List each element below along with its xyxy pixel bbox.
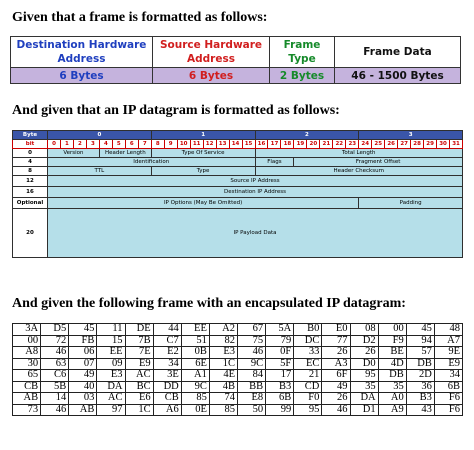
hex-byte: A9	[378, 404, 406, 416]
hex-byte: D2	[350, 335, 378, 347]
bit-number: 27	[398, 140, 411, 149]
frame-format-table	[10, 36, 461, 84]
field-source-ip: Source IP Address	[48, 176, 463, 187]
hex-byte: 6E	[181, 358, 209, 370]
hex-byte: 85	[181, 393, 209, 405]
hex-byte: A7	[434, 335, 462, 347]
hex-byte: EE	[181, 324, 209, 336]
hex-byte: 43	[406, 404, 434, 416]
hex-byte: C6	[41, 370, 69, 382]
hex-byte: 40	[69, 381, 97, 393]
frame-value-destination: 6 Bytes	[11, 68, 153, 84]
hex-byte: 75	[238, 335, 266, 347]
bit-number: 2	[73, 140, 86, 149]
bit-number: 17	[268, 140, 281, 149]
bit-number: 21	[320, 140, 333, 149]
hex-byte: B3	[406, 393, 434, 405]
hex-byte: 9E	[434, 347, 462, 359]
bit-number: 1	[60, 140, 73, 149]
hex-byte: 33	[294, 347, 322, 359]
hex-row	[13, 370, 463, 382]
hex-byte: A8	[13, 347, 41, 359]
hex-byte: 34	[434, 370, 462, 382]
hex-byte: 65	[13, 370, 41, 382]
hex-byte: 4B	[209, 381, 237, 393]
hex-row	[13, 381, 463, 393]
bit-number: 5	[112, 140, 125, 149]
hex-byte: 30	[13, 358, 41, 370]
hex-byte: 3A	[13, 324, 41, 336]
bit-number: 16	[255, 140, 268, 149]
frame-header-type: Frame Type	[270, 37, 335, 68]
hex-byte: A2	[209, 324, 237, 336]
hex-byte: 50	[238, 404, 266, 416]
hex-byte: 4D	[378, 358, 406, 370]
bit-number: 26	[385, 140, 398, 149]
hex-byte: A0	[378, 393, 406, 405]
hex-byte: 0E	[181, 404, 209, 416]
hex-byte: B3	[266, 381, 294, 393]
bit-number: 10	[177, 140, 190, 149]
hex-byte: 1C	[125, 404, 153, 416]
hex-byte: 06	[69, 347, 97, 359]
hex-byte: E8	[238, 393, 266, 405]
frame-header-destination: Destination Hardware Address	[11, 37, 153, 68]
hex-dump-table	[12, 323, 463, 416]
hex-byte: 6F	[322, 370, 350, 382]
hex-byte: 82	[209, 335, 237, 347]
hex-byte: 0F	[266, 347, 294, 359]
hex-byte: 07	[69, 358, 97, 370]
bit-number: 7	[138, 140, 151, 149]
row-offset-label: 20	[13, 209, 48, 258]
frame-header-source: Source Hardware Address	[153, 37, 270, 68]
hex-row	[13, 324, 463, 336]
hex-byte: 95	[294, 404, 322, 416]
hex-byte: 1C	[209, 358, 237, 370]
hex-byte: DB	[378, 370, 406, 382]
hex-byte: E3	[209, 347, 237, 359]
hex-byte: 11	[97, 324, 125, 336]
hex-byte: AC	[97, 393, 125, 405]
hex-byte: BB	[238, 381, 266, 393]
hex-byte: F6	[434, 393, 462, 405]
hex-byte: CB	[153, 393, 181, 405]
hex-byte: 14	[41, 393, 69, 405]
hex-byte: 7E	[125, 347, 153, 359]
field-fragment-offset: Fragment Offset	[294, 158, 463, 167]
hex-byte: 79	[266, 335, 294, 347]
bit-number: 30	[437, 140, 450, 149]
bit-number: 28	[411, 140, 424, 149]
bit-number: 6	[125, 140, 138, 149]
hex-byte: 57	[406, 347, 434, 359]
hex-row	[13, 393, 463, 405]
bit-number: 8	[151, 140, 164, 149]
hex-byte: D5	[41, 324, 69, 336]
frame-header-data: Frame Data	[335, 37, 461, 68]
bit-number: 18	[281, 140, 294, 149]
row-offset-label: 4	[13, 158, 48, 167]
hex-byte: DC	[294, 335, 322, 347]
hex-byte: 00	[13, 335, 41, 347]
hex-byte: DA	[350, 393, 378, 405]
field-ttl: TTL	[48, 167, 152, 176]
hex-byte: AB	[69, 404, 97, 416]
row-offset-label: 0	[13, 149, 48, 158]
hex-byte: E2	[153, 347, 181, 359]
bit-number: 4	[99, 140, 112, 149]
hex-byte: 44	[153, 324, 181, 336]
hex-byte: 7B	[125, 335, 153, 347]
hex-byte: BC	[125, 381, 153, 393]
hex-byte: 49	[322, 381, 350, 393]
bit-number: 3	[86, 140, 99, 149]
hex-byte: 77	[322, 335, 350, 347]
hex-byte: 35	[378, 381, 406, 393]
hex-byte: EC	[294, 358, 322, 370]
bit-number: 19	[294, 140, 307, 149]
hex-byte: F6	[434, 404, 462, 416]
hex-byte: AC	[125, 370, 153, 382]
field-destination-ip: Destination IP Address	[48, 187, 463, 198]
byte-label: Byte	[13, 131, 48, 140]
hex-byte: 15	[97, 335, 125, 347]
field-ip-payload: IP Payload Data	[48, 209, 463, 258]
field-padding: Padding	[359, 198, 463, 209]
field-ip-options: IP Options (May Be Omitted)	[48, 198, 359, 209]
bit-number: 29	[424, 140, 437, 149]
bit-number: 20	[307, 140, 320, 149]
hex-byte: 17	[266, 370, 294, 382]
hex-byte: DE	[125, 324, 153, 336]
byte-header: 2	[255, 131, 359, 140]
hex-byte: E9	[434, 358, 462, 370]
hex-byte: B0	[294, 324, 322, 336]
hex-byte: 4E	[209, 370, 237, 382]
hex-byte: 5B	[41, 381, 69, 393]
hex-byte: 45	[69, 324, 97, 336]
hex-byte: F0	[294, 393, 322, 405]
hex-byte: C7	[153, 335, 181, 347]
hex-byte: E6	[125, 393, 153, 405]
field-type-of-service: Type Of Service	[151, 149, 255, 158]
hex-byte: A1	[181, 370, 209, 382]
hex-byte: F9	[378, 335, 406, 347]
hex-byte: 26	[350, 347, 378, 359]
bit-number: 25	[372, 140, 385, 149]
row-offset-label: 12	[13, 176, 48, 187]
byte-header: 3	[359, 131, 463, 140]
hex-byte: E9	[125, 358, 153, 370]
hex-byte: 3E	[153, 370, 181, 382]
hex-byte: 9C	[181, 381, 209, 393]
hex-byte: 84	[238, 370, 266, 382]
hex-byte: 26	[322, 347, 350, 359]
field-type: Type	[151, 167, 255, 176]
bit-number: 13	[216, 140, 229, 149]
hex-byte: 03	[69, 393, 97, 405]
field-header-length: Header Length	[99, 149, 151, 158]
hex-byte: DA	[97, 381, 125, 393]
bit-number: 24	[359, 140, 372, 149]
hex-byte: D1	[350, 404, 378, 416]
hex-byte: EE	[97, 347, 125, 359]
frame-value-source: 6 Bytes	[153, 68, 270, 84]
hex-row	[13, 347, 463, 359]
field-header-checksum: Header Checksum	[255, 167, 463, 176]
hex-byte: 08	[350, 324, 378, 336]
hex-byte: 51	[181, 335, 209, 347]
hex-byte: E0	[322, 324, 350, 336]
hex-byte: 0B	[181, 347, 209, 359]
hex-byte: 00	[378, 324, 406, 336]
bit-number: 11	[190, 140, 203, 149]
field-flags: Flags	[255, 158, 294, 167]
bit-number: 22	[333, 140, 346, 149]
hex-byte: 45	[406, 324, 434, 336]
field-version: Version	[48, 149, 100, 158]
hex-byte: 46	[238, 347, 266, 359]
bit-number: 15	[242, 140, 255, 149]
hex-heading: And given the following frame with an encapsulated IP datagram:	[12, 296, 406, 311]
hex-byte: 95	[350, 370, 378, 382]
hex-byte: A3	[322, 358, 350, 370]
row-offset-label: 16	[13, 187, 48, 198]
hex-byte: 94	[406, 335, 434, 347]
byte-header: 0	[48, 131, 152, 140]
hex-byte: 97	[97, 404, 125, 416]
hex-byte: 9C	[238, 358, 266, 370]
hex-byte: 46	[41, 404, 69, 416]
hex-row	[13, 335, 463, 347]
byte-header: 1	[151, 131, 255, 140]
hex-byte: AB	[13, 393, 41, 405]
hex-byte: D0	[350, 358, 378, 370]
hex-byte: E3	[97, 370, 125, 382]
hex-byte: CD	[294, 381, 322, 393]
hex-byte: 46	[41, 347, 69, 359]
frame-value-data: 46 - 1500 Bytes	[335, 68, 461, 84]
bit-number: 9	[164, 140, 177, 149]
hex-byte: 63	[41, 358, 69, 370]
ip-heading: And given that an IP datagram is formatted as follows:	[12, 103, 340, 118]
hex-byte: DB	[406, 358, 434, 370]
hex-byte: 73	[13, 404, 41, 416]
hex-row	[13, 358, 463, 370]
bit-number: 14	[229, 140, 242, 149]
hex-byte: CB	[13, 381, 41, 393]
hex-byte: 99	[266, 404, 294, 416]
bit-number: 23	[346, 140, 359, 149]
hex-byte: 5A	[266, 324, 294, 336]
hex-byte: A6	[153, 404, 181, 416]
hex-byte: 21	[294, 370, 322, 382]
hex-byte: 67	[238, 324, 266, 336]
bit-number: 0	[48, 140, 61, 149]
hex-byte: 6B	[266, 393, 294, 405]
hex-byte: 85	[209, 404, 237, 416]
hex-byte: DD	[153, 381, 181, 393]
hex-byte: 26	[322, 393, 350, 405]
bit-number: 31	[450, 140, 463, 149]
hex-byte: 34	[153, 358, 181, 370]
hex-byte: 46	[322, 404, 350, 416]
hex-byte: BE	[378, 347, 406, 359]
bit-label: bit	[13, 140, 48, 149]
frame-heading: Given that a frame is formatted as follows:	[12, 10, 268, 25]
hex-byte: 72	[41, 335, 69, 347]
frame-value-type: 2 Bytes	[270, 68, 335, 84]
hex-byte: 35	[350, 381, 378, 393]
hex-byte: 5F	[266, 358, 294, 370]
hex-byte: 6B	[434, 381, 462, 393]
hex-row	[13, 404, 463, 416]
field-identification: Identification	[48, 158, 256, 167]
field-total-length: Total Length	[255, 149, 463, 158]
hex-byte: 09	[97, 358, 125, 370]
bit-number: 12	[203, 140, 216, 149]
hex-byte: 2D	[406, 370, 434, 382]
hex-byte: 36	[406, 381, 434, 393]
hex-byte: 74	[209, 393, 237, 405]
ip-datagram-table	[12, 130, 463, 258]
hex-byte: 49	[69, 370, 97, 382]
row-offset-label: 8	[13, 167, 48, 176]
hex-byte: 48	[434, 324, 462, 336]
row-offset-label: Optional	[13, 198, 48, 209]
hex-byte: FB	[69, 335, 97, 347]
